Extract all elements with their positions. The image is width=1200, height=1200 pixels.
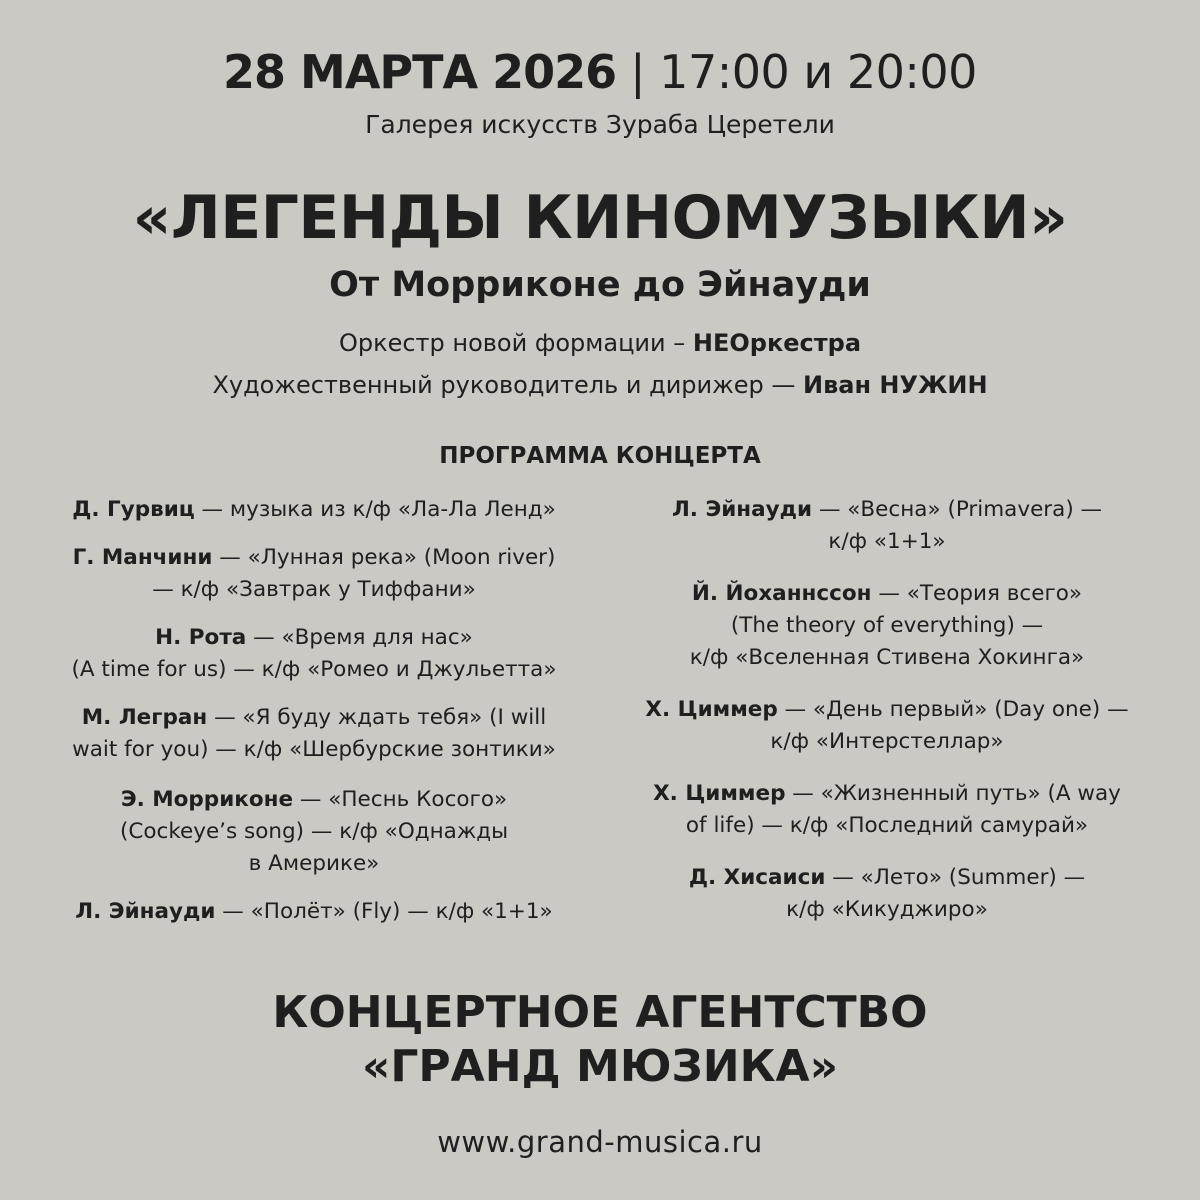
website-link[interactable]: www.grand-musica.ru — [437, 1125, 763, 1159]
program-item — [28, 896, 600, 928]
piece-text: к/ф «Интерстеллар» — [770, 729, 1004, 754]
piece-text: (A time for us) — к/ф «Ромео и Джульетта» — [71, 657, 557, 682]
orchestra-prefix: Оркестр новой формации – — [338, 329, 693, 357]
piece-text: к/ф «Вселенная Стивена Хокинга» — [689, 645, 1085, 670]
piece-text: — «День первый» (Day one) — — [777, 697, 1129, 722]
composer-name: Д. Хисаиси — [688, 865, 826, 890]
piece-text: в Америке» — [248, 851, 380, 876]
piece-text: wait for you) — к/ф «Шербурские зонтики» — [72, 737, 556, 762]
concert-times: 17:00 и 20:00 — [659, 45, 977, 99]
composer-name: Й. Йоханнссон — [691, 581, 872, 606]
composer-name: Л. Эйнауди — [671, 497, 813, 522]
piece-text: — «Лунная река» (Moon river) — [212, 545, 556, 570]
program-item — [604, 694, 1170, 758]
piece-text: — «Весна» (Primavera) — — [812, 497, 1103, 522]
agency-name — [0, 986, 1200, 1094]
concert-title: «ЛЕГЕНДЫ КИНОМУЗЫКИ» — [132, 183, 1068, 253]
program-item — [604, 578, 1170, 674]
orchestra-name: НЕОркестра — [692, 329, 862, 357]
piece-text: (Cockeye’s song) — к/ф «Однажды — [119, 819, 509, 844]
conductor-credit — [0, 368, 1200, 402]
composer-name: Л. Эйнауди — [75, 899, 216, 924]
agency-line-1: КОНЦЕРТНОЕ АГЕНТСТВО — [272, 987, 928, 1038]
date-time-line — [0, 44, 1200, 100]
program-item — [604, 494, 1170, 558]
piece-text: — к/ф «Завтрак у Тиффани» — [152, 577, 476, 602]
program-item — [28, 622, 600, 686]
composer-name: Н. Рота — [155, 625, 247, 650]
program-item — [28, 784, 600, 880]
program-item — [28, 494, 600, 526]
program-item — [28, 542, 600, 606]
program-heading: ПРОГРАММА КОНЦЕРТА — [439, 443, 761, 469]
piece-text: — «Лето» (Summer) — — [825, 865, 1086, 890]
composer-name: М. Легран — [81, 705, 208, 730]
venue: Галерея искусств Зураба Церетели — [365, 110, 835, 139]
composer-name: Д. Гурвиц — [72, 497, 195, 522]
composer-name: Х. Циммер — [645, 697, 778, 722]
piece-text: — «Жизненный путь» (A way — [785, 781, 1121, 806]
piece-text: — музыка из к/ф «Ла-Ла Ленд» — [194, 497, 556, 522]
piece-text: — «Полёт» (Fly) — к/ф «1+1» — [215, 899, 553, 924]
piece-text: — «Теория всего» — [871, 581, 1083, 606]
program-item — [604, 862, 1170, 926]
composer-name: Г. Манчини — [72, 545, 213, 570]
composer-name: Х. Циммер — [653, 781, 786, 806]
piece-text: к/ф «1+1» — [828, 529, 946, 554]
composer-name: Э. Морриконе — [120, 787, 294, 812]
orchestra-credit — [0, 326, 1200, 360]
concert-subtitle: От Морриконе до Эйнауди — [329, 265, 871, 305]
piece-text: (The theory of everything) — — [730, 613, 1044, 638]
program-item — [604, 778, 1170, 842]
piece-text: — «Время для нас» — [246, 625, 473, 650]
agency-line-2: «ГРАНД МЮЗИКА» — [361, 1041, 839, 1092]
conductor-prefix: Художественный руководитель и дирижер — — [212, 371, 804, 399]
piece-text: of life) — к/ф «Последний самурай» — [685, 813, 1089, 838]
conductor-name: Иван НУЖИН — [803, 371, 988, 399]
date-separator: | — [630, 45, 646, 99]
program-item — [28, 702, 600, 766]
concert-date: 28 МАРТА 2026 — [223, 45, 617, 99]
piece-text: к/ф «Кикуджиро» — [786, 897, 988, 922]
piece-text: — «Я буду ждать тебя» (I will — [207, 705, 547, 730]
piece-text: — «Песнь Косого» — [293, 787, 508, 812]
